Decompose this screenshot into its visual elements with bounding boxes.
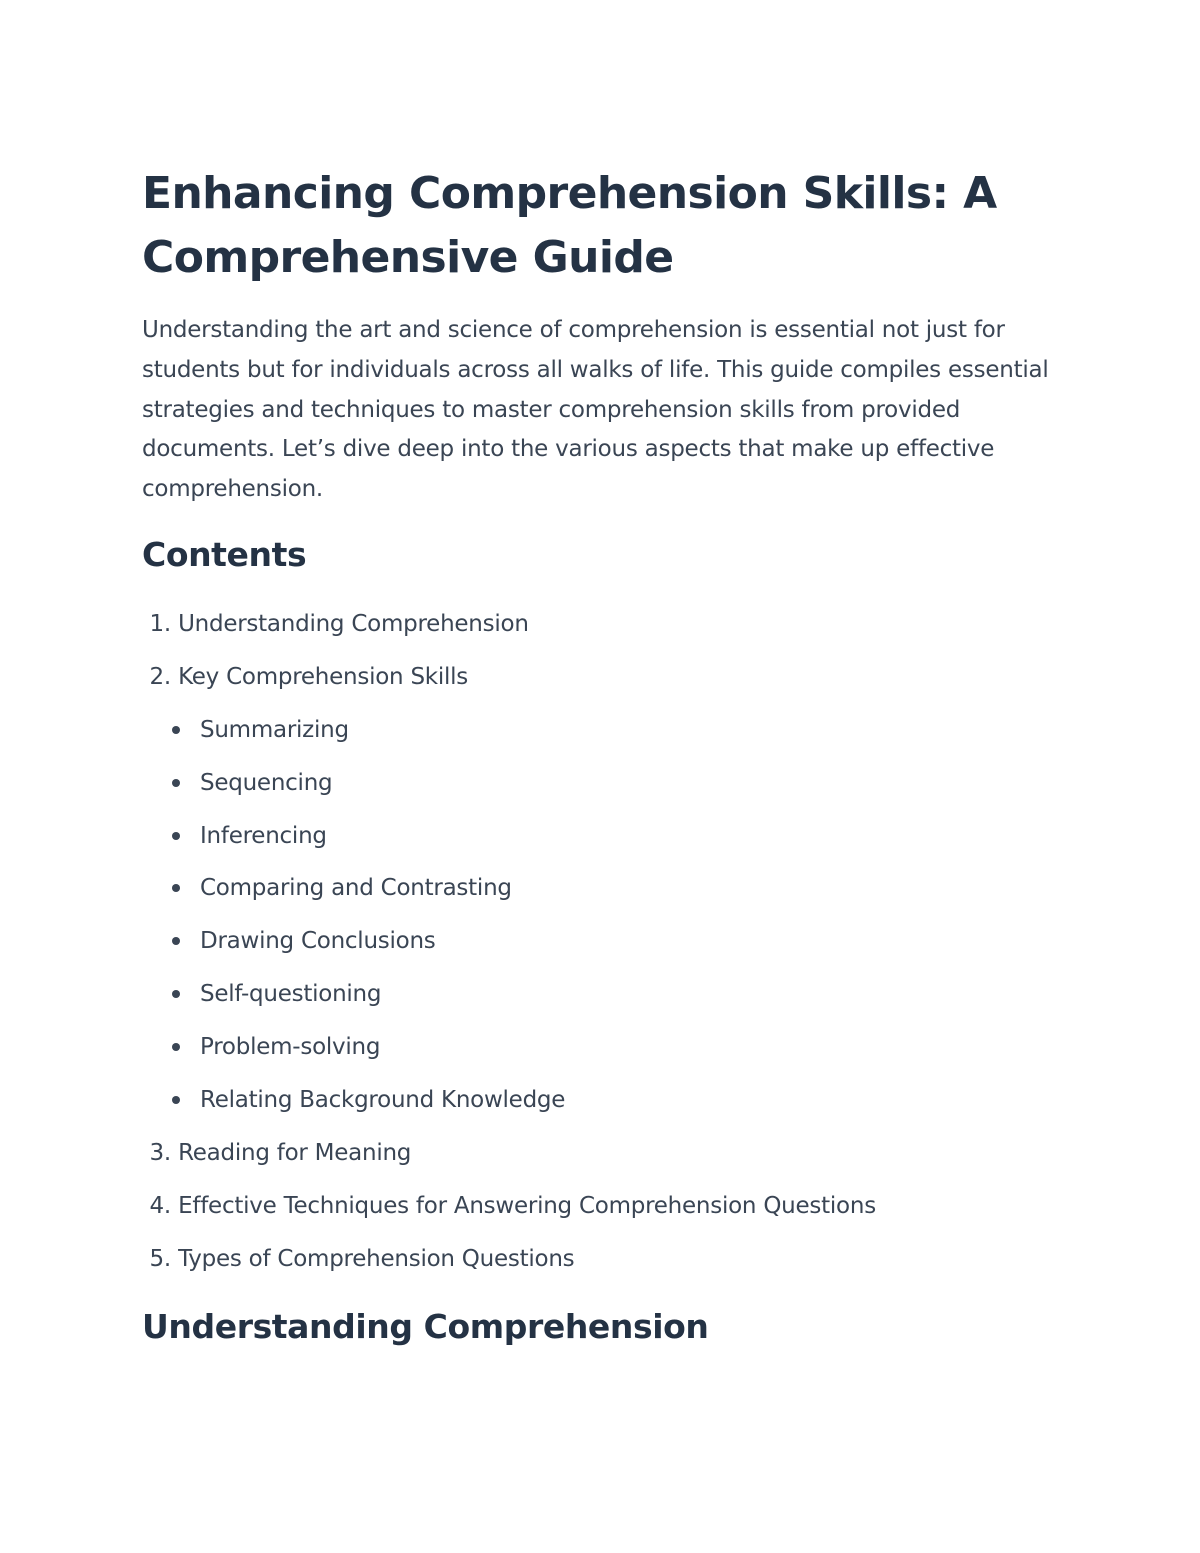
contents-subitem-label: Summarizing [200,716,349,743]
contents-item-number: 1. [149,611,171,637]
section-heading-understanding-comprehension: Understanding Comprehension [142,1307,709,1346]
contents-item-number: 5. [149,1245,171,1272]
contents-item-effective-techniques [142,1186,876,1239]
contents-subitem-label: Inferencing [200,822,327,849]
bullet-icon [172,726,180,734]
bullet-icon [172,990,180,998]
contents-subitem-problem-solving [142,1027,876,1080]
bullet-icon [172,884,180,892]
contents-subitem-drawing-conclusions [142,921,876,974]
contents-subitem-label: Problem-solving [200,1034,381,1061]
contents-subitem-label: Comparing and Contrasting [200,875,512,902]
contents-subitem-sequencing [142,763,876,816]
contents-item-label: Types of Comprehension Questions [178,1245,575,1272]
contents-item-label: Understanding Comprehension [178,611,529,637]
document-title: Enhancing Comprehension Skills: A Comprehensive Guide [142,168,997,283]
contents-heading: Contents [142,535,307,574]
contents-subitem-comparing-contrasting [142,868,876,921]
contents-item-understanding-comprehension [142,604,876,657]
bullet-icon [172,832,180,840]
contents-subitem-relating-background-knowledge [142,1080,876,1133]
contents-item-key-comprehension-skills [142,657,876,710]
contents-subitem-inferencing [142,816,876,869]
bullet-icon [172,1096,180,1104]
bullet-icon [172,937,180,945]
contents-subitem-label: Self-questioning [200,981,382,1008]
bullet-icon [172,1043,180,1051]
contents-subitem-self-questioning [142,974,876,1027]
contents-subitem-label: Relating Background Knowledge [200,1087,566,1114]
contents-subitem-summarizing [142,710,876,763]
bullet-icon [172,779,180,787]
contents-item-number: 4. [149,1192,171,1219]
contents-subitem-label: Drawing Conclusions [200,928,436,955]
contents-item-types-of-questions [142,1239,876,1292]
contents-item-label: Reading for Meaning [178,1139,412,1166]
contents-item-reading-for-meaning [142,1133,876,1186]
contents-item-label: Effective Techniques for Answering Comprehension Questions [178,1192,876,1219]
contents-subitem-label: Sequencing [200,769,333,796]
intro-paragraph: Understanding the art and science of comprehension is essential not just for students but for individuals across all walks of life. This guide compiles essential strategies and techniques to master comprehension skills from provided documents. Let’s dive deep into the various aspects that make up effective comprehension. [142,317,1049,503]
contents-item-number: 2. [149,663,171,690]
contents-list [142,604,876,1292]
contents-item-label: Key Comprehension Skills [178,663,469,690]
contents-item-number: 3. [149,1139,171,1166]
